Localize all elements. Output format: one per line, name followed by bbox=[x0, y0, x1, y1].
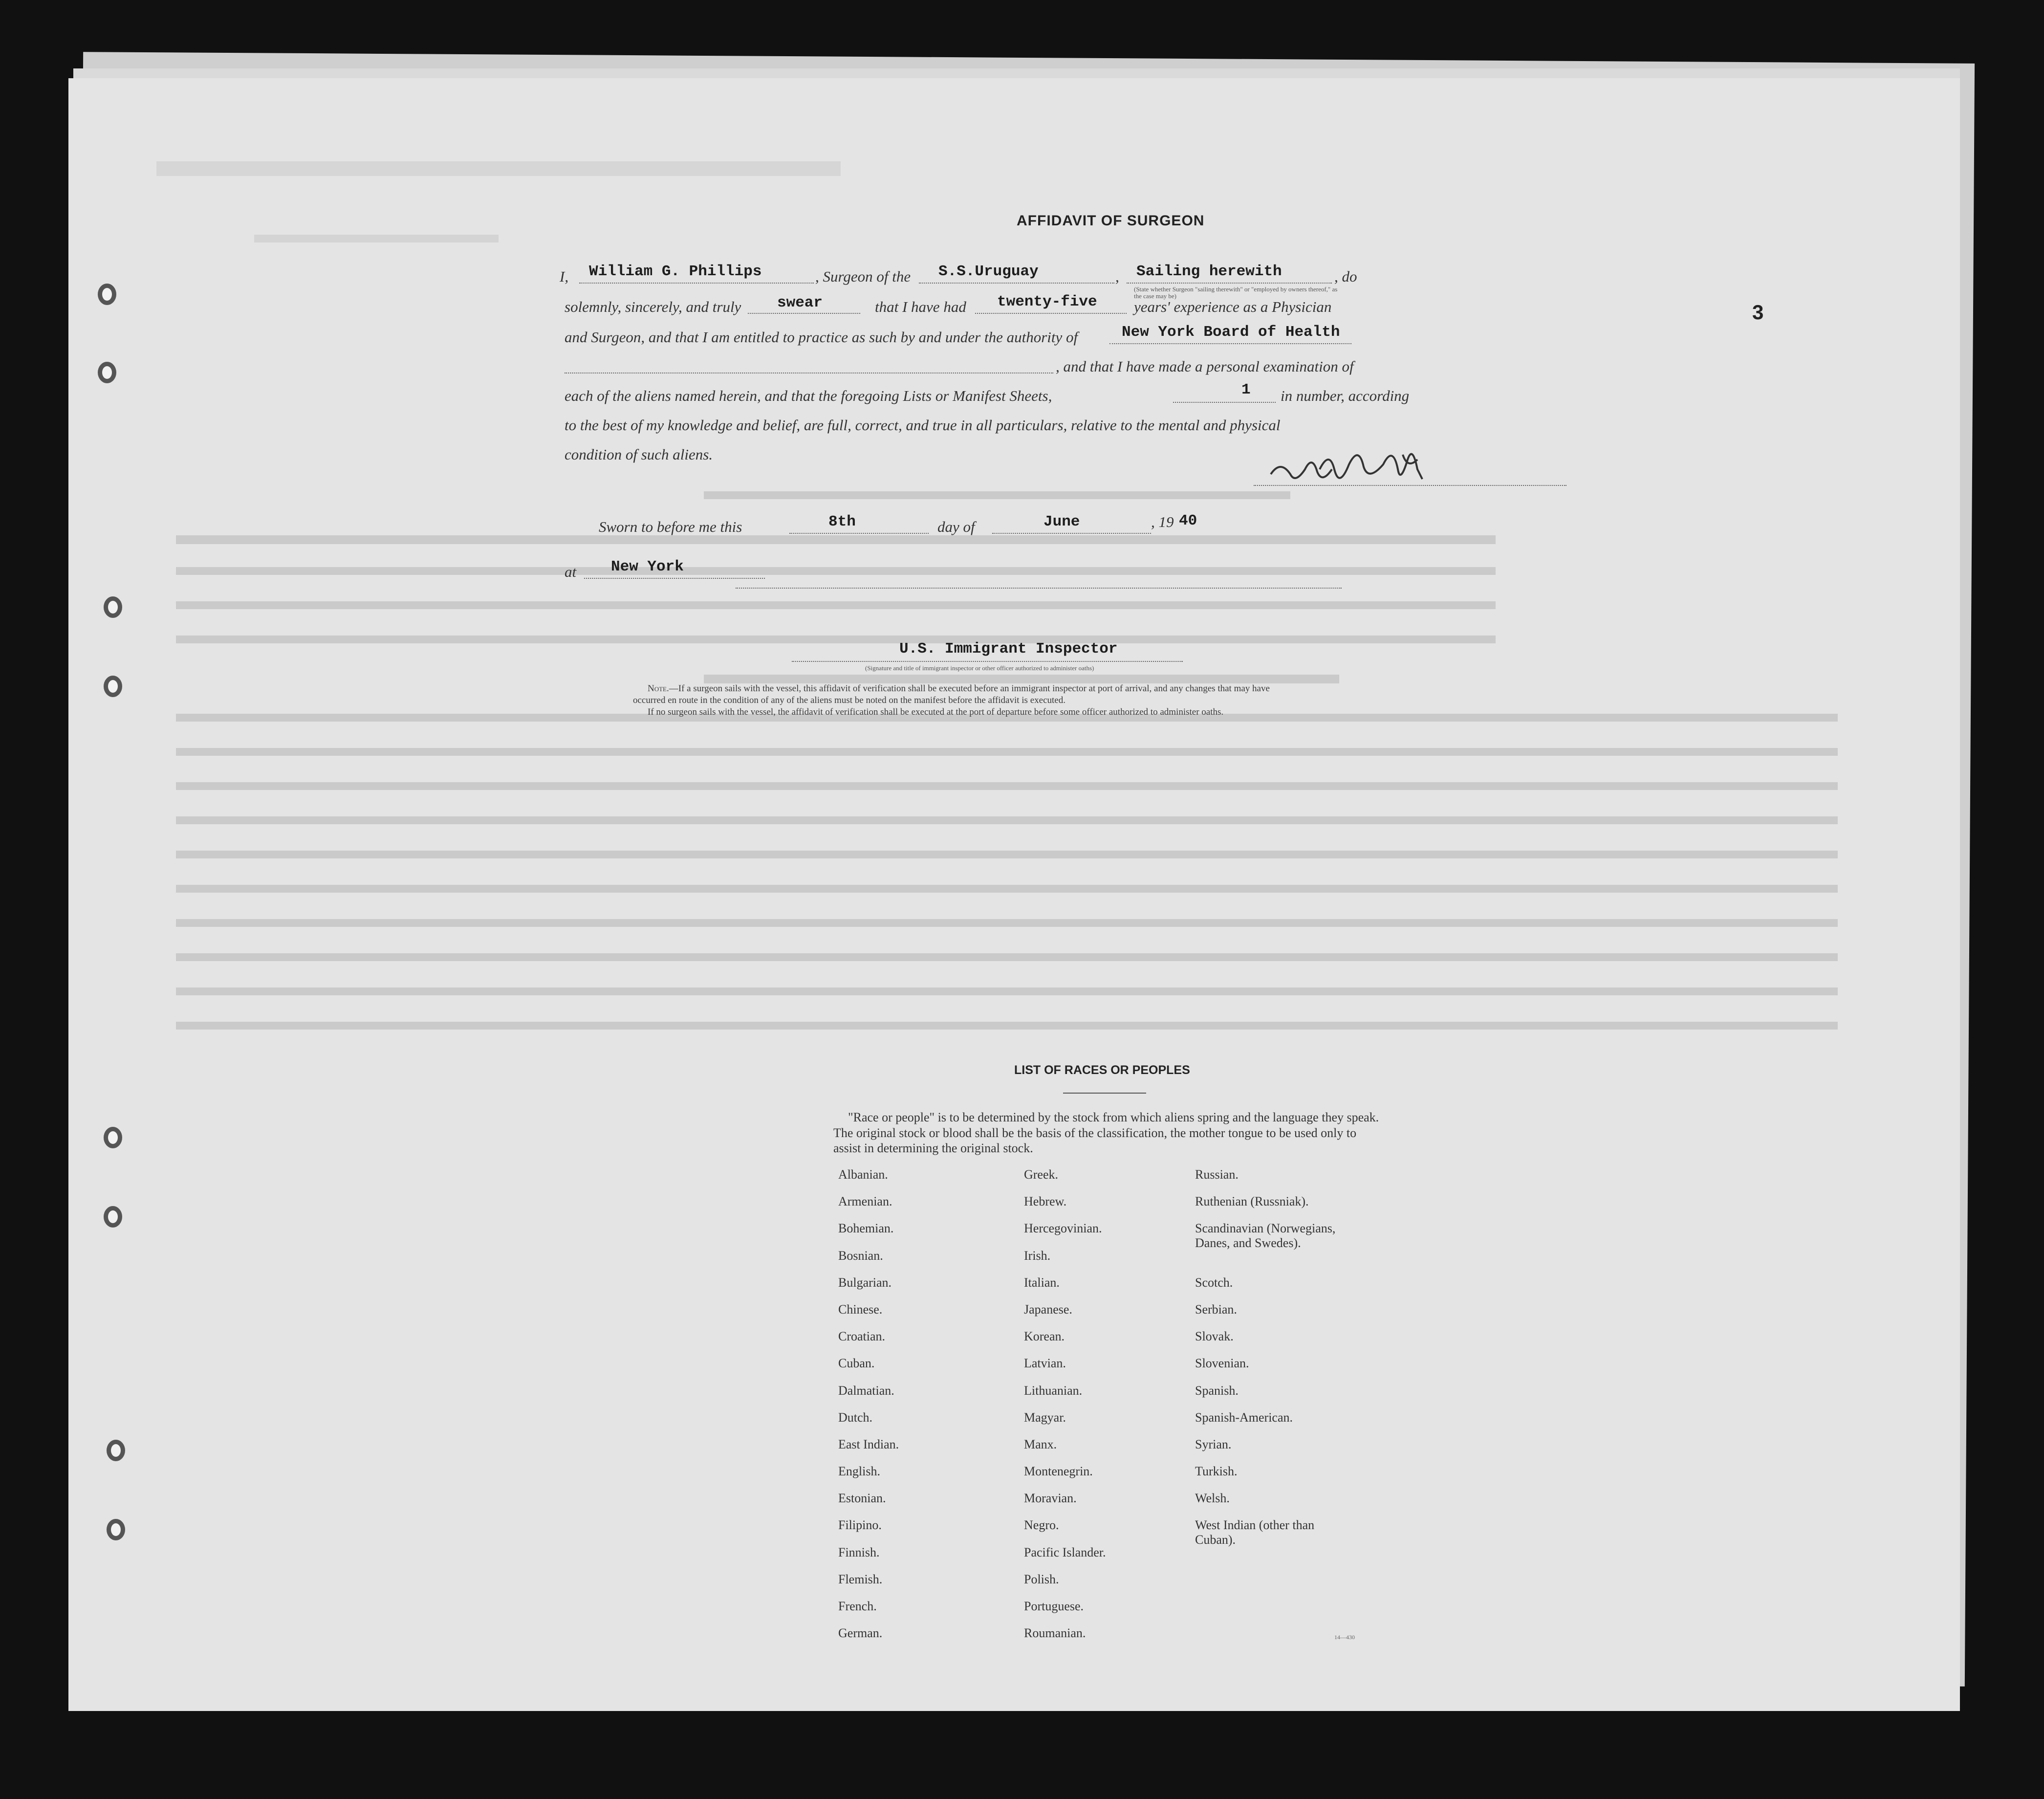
race-item: Russian. bbox=[1195, 1167, 1239, 1182]
race-item: Welsh. bbox=[1195, 1491, 1230, 1506]
race-item: Magyar. bbox=[1024, 1410, 1066, 1425]
experience-years: twenty-five bbox=[997, 293, 1097, 310]
race-item: Croatian. bbox=[838, 1329, 886, 1344]
affidavit-text: to the best of my knowledge and belief, are full, correct, and true in all particulars, relative to the mental and physical bbox=[565, 417, 1281, 434]
race-item: Italian. bbox=[1024, 1275, 1060, 1290]
race-item: Turkish. bbox=[1195, 1464, 1238, 1479]
race-item: Lithuanian. bbox=[1024, 1383, 1083, 1398]
oath-word: swear bbox=[777, 294, 823, 311]
sheets-line bbox=[1173, 402, 1276, 403]
race-item: Slovak. bbox=[1195, 1329, 1234, 1344]
oath-line bbox=[748, 313, 860, 314]
race-item: Dalmatian. bbox=[838, 1383, 894, 1398]
race-item: Scandinavian (Norwegians, Danes, and Swedes). bbox=[1195, 1221, 1336, 1251]
month-line bbox=[992, 533, 1151, 534]
day-line bbox=[789, 533, 929, 534]
sworn-day: 8th bbox=[828, 513, 856, 530]
race-item: Moravian. bbox=[1024, 1491, 1077, 1506]
race-item: Flemish. bbox=[838, 1572, 883, 1586]
race-item: Manx. bbox=[1024, 1437, 1057, 1451]
surgeon-name-line bbox=[579, 283, 814, 284]
affidavit-text: each of the aliens named herein, and that the foregoing Lists or Manifest Sheets, bbox=[565, 387, 1052, 404]
vessel-line bbox=[919, 283, 1114, 284]
race-item: Spanish-American. bbox=[1195, 1410, 1293, 1425]
inspector-title: U.S. Immigrant Inspector bbox=[899, 640, 1118, 658]
sailing-status: Sailing herewith bbox=[1136, 263, 1282, 280]
race-item: West Indian (other than Cuban). bbox=[1195, 1518, 1315, 1547]
races-column-2 bbox=[1024, 1167, 1106, 1653]
race-item bbox=[1195, 1249, 1335, 1275]
note-text: —If a surgeon sails with the vessel, this affidavit of verification shall be executed before an immigrant inspector at port of arrival, and any changes that may have bbox=[669, 683, 1270, 694]
race-item: Cuban. bbox=[838, 1356, 875, 1371]
document-page bbox=[68, 78, 1960, 1711]
surgeon-name: William G. Phillips bbox=[589, 263, 762, 280]
race-item: Bohemian. bbox=[838, 1221, 894, 1236]
sworn-text: at bbox=[565, 563, 577, 580]
page-title: AFFIDAVIT OF SURGEON bbox=[1017, 213, 1205, 229]
sheet-count: 1 bbox=[1241, 381, 1251, 398]
affidavit-text: that I have had bbox=[875, 298, 966, 315]
race-item: Negro. bbox=[1024, 1518, 1059, 1533]
affidavit-text: years' experience as a Physician bbox=[1134, 298, 1332, 315]
race-item: Korean. bbox=[1024, 1329, 1065, 1344]
race-item: Irish. bbox=[1024, 1248, 1051, 1263]
race-item: Spanish. bbox=[1195, 1383, 1239, 1398]
inspector-line bbox=[736, 588, 1342, 589]
authority-line bbox=[1109, 343, 1351, 344]
race-item: Filipino. bbox=[838, 1518, 882, 1533]
affidavit-text: , do bbox=[1334, 268, 1357, 285]
affidavit-text: I, bbox=[560, 268, 569, 285]
affidavit-text: and Surgeon, and that I am entitled to practice as such by and under the authority of bbox=[565, 329, 1078, 346]
affidavit-text: , Surgeon of the bbox=[815, 268, 911, 285]
affidavit-text: , bbox=[1115, 268, 1119, 285]
sailing-caption: (State whether Surgeon "sailing therewith" or "employed by owners thereof," as the case may be) bbox=[1134, 285, 1338, 300]
race-item: Chinese. bbox=[838, 1302, 883, 1316]
race-item: Latvian. bbox=[1024, 1356, 1066, 1371]
race-item: Hebrew. bbox=[1024, 1194, 1067, 1209]
race-item: Syrian. bbox=[1195, 1437, 1232, 1451]
inspector-title-line bbox=[792, 661, 1183, 662]
sworn-text: , 19 bbox=[1151, 513, 1174, 530]
sworn-text: Sworn to before me this bbox=[599, 518, 742, 535]
page-number: 3 bbox=[1752, 301, 1764, 324]
race-item: Greek. bbox=[1024, 1167, 1059, 1182]
races-title: LIST OF RACES OR PEOPLES bbox=[1014, 1063, 1190, 1077]
race-item: Ruthenian (Russniak). bbox=[1195, 1194, 1309, 1209]
race-item: Slovenian. bbox=[1195, 1356, 1249, 1371]
note-line-3: If no surgeon sails with the vessel, the affidavit of verification shall be executed at the port of departure before some officer authorized to administer oaths. bbox=[648, 707, 1224, 717]
race-item: Armenian. bbox=[838, 1194, 892, 1209]
race-item: Scotch. bbox=[1195, 1275, 1233, 1290]
sworn-month: June bbox=[1044, 513, 1080, 530]
place-line bbox=[584, 578, 765, 579]
sailing-line bbox=[1127, 283, 1332, 284]
affidavit-text: condition of such aliens. bbox=[565, 446, 713, 463]
races-title-rule bbox=[1063, 1093, 1146, 1094]
note-label: Note. bbox=[648, 683, 669, 694]
race-item: Portuguese. bbox=[1024, 1599, 1084, 1613]
race-item: French. bbox=[838, 1599, 877, 1613]
race-item: Montenegrin. bbox=[1024, 1464, 1093, 1479]
race-item: Bosnian. bbox=[838, 1248, 883, 1263]
race-item: Roumanian. bbox=[1024, 1626, 1086, 1641]
race-item: East Indian. bbox=[838, 1437, 899, 1451]
races-column-1 bbox=[838, 1167, 899, 1653]
note-line-1 bbox=[648, 683, 1270, 694]
authority: New York Board of Health bbox=[1122, 324, 1340, 341]
affidavit-text: , and that I have made a personal examination of bbox=[1056, 358, 1354, 375]
note-line-2: occurred en route in the condition of any of the aliens must be noted on the manifest before the affidavit is executed. bbox=[633, 695, 1065, 705]
affidavit-text: in number, according bbox=[1281, 387, 1410, 404]
sworn-place: New York bbox=[611, 558, 684, 575]
race-item: Finnish. bbox=[838, 1545, 880, 1559]
vessel-name: S.S.Uruguay bbox=[938, 263, 1039, 280]
bleed-through-texture bbox=[68, 78, 1960, 1711]
race-item: Hercegovinian. bbox=[1024, 1221, 1102, 1236]
inspector-caption: (Signature and title of immigrant inspector or other officer authorized to administer oaths) bbox=[865, 664, 1094, 672]
race-item: Estonian. bbox=[838, 1491, 886, 1506]
race-item: Dutch. bbox=[838, 1410, 873, 1425]
form-number: 14—430 bbox=[1334, 1634, 1355, 1641]
race-item: Bulgarian. bbox=[838, 1275, 892, 1290]
race-item: English. bbox=[838, 1464, 880, 1479]
race-item: Serbian. bbox=[1195, 1302, 1237, 1316]
affidavit-text: solemnly, sincerely, and truly bbox=[565, 298, 741, 315]
experience-line bbox=[975, 313, 1127, 314]
races-column-3 bbox=[1195, 1167, 1335, 1545]
sworn-text: day of bbox=[937, 518, 975, 535]
race-item: Japanese. bbox=[1024, 1302, 1072, 1316]
race-item: Pacific Islander. bbox=[1024, 1545, 1106, 1559]
race-item: German. bbox=[838, 1626, 883, 1641]
sworn-year: 40 bbox=[1179, 512, 1197, 529]
races-intro: "Race or people" is to be determined by the stock from which aliens spring and the language they speak. The original stock or blood shall be the basis of the classification, the mother tongue to be used only to assist in determining the original stock. bbox=[833, 1110, 1379, 1156]
race-item: Albanian. bbox=[838, 1167, 888, 1182]
race-item: Polish. bbox=[1024, 1572, 1059, 1586]
signature-line bbox=[1254, 485, 1566, 486]
